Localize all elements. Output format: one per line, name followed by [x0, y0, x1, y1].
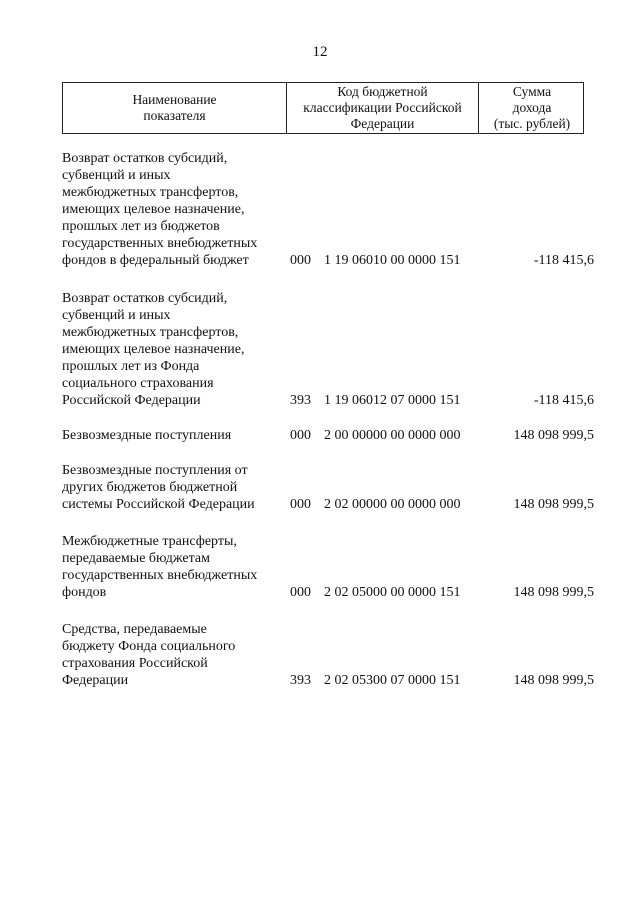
- header-name-column: Наименование показателя: [63, 83, 287, 133]
- row-sum: 148 098 999,5: [513, 673, 594, 688]
- table-header: [62, 82, 584, 134]
- row-name: Возврат остатков субсидий, субвенций и иных межбюджетных трансфертов, имеющих целевое назначение, прошлых лет из бюджетов государственных внебюджетных фондов в федеральный бюджет: [62, 151, 258, 268]
- row-name: Средства, передаваемые бюджету Фонда социального страхования Российской Федерации: [62, 622, 236, 688]
- row-sum: 148 098 999,5: [513, 428, 594, 443]
- row-admin-code: 393: [290, 673, 311, 688]
- row-name: Возврат остатков субсидий, субвенций и иных межбюджетных трансфертов, имеющих целевое назначение, прошлых лет из Фонда социального страхования Российской Федерации: [62, 291, 245, 408]
- row-budget-code: 1 19 06012 07 0000 151: [324, 393, 461, 408]
- table-row: [62, 621, 622, 689]
- row-admin-code: 000: [290, 497, 311, 512]
- table-row: [62, 427, 622, 444]
- table-row: [62, 150, 622, 269]
- row-budget-code: 2 02 05300 07 0000 151: [324, 673, 461, 688]
- row-sum: -118 415,6: [533, 253, 594, 268]
- row-sum: 148 098 999,5: [513, 497, 594, 512]
- row-name: Межбюджетные трансферты, передаваемые бюджетам государственных внебюджетных фондов: [62, 534, 258, 600]
- header-code-column: Код бюджетной классификации Российской Федерации: [287, 83, 479, 133]
- table-body: [62, 150, 622, 689]
- table-row: [62, 533, 622, 601]
- row-admin-code: 000: [290, 253, 311, 268]
- row-budget-code: 2 02 00000 00 0000 000: [324, 497, 461, 512]
- table-row: [62, 462, 622, 513]
- row-admin-code: 000: [290, 585, 311, 600]
- row-sum: 148 098 999,5: [513, 585, 594, 600]
- header-sum-column: Сумма дохода (тыс. рублей): [493, 84, 571, 131]
- row-name: Безвозмездные поступления: [62, 428, 232, 443]
- row-budget-code: 1 19 06010 00 0000 151: [324, 253, 461, 268]
- row-admin-code: 000: [290, 428, 311, 443]
- row-budget-code: 2 00 00000 00 0000 000: [324, 428, 461, 443]
- row-admin-code: 393: [290, 393, 311, 408]
- page-number: 12: [312, 44, 328, 60]
- table-row: [62, 290, 622, 409]
- row-name: Безвозмездные поступления от других бюджетов бюджетной системы Российской Федерации: [62, 463, 255, 512]
- row-sum: -118 415,6: [533, 393, 594, 408]
- row-budget-code: 2 02 05000 00 0000 151: [324, 585, 461, 600]
